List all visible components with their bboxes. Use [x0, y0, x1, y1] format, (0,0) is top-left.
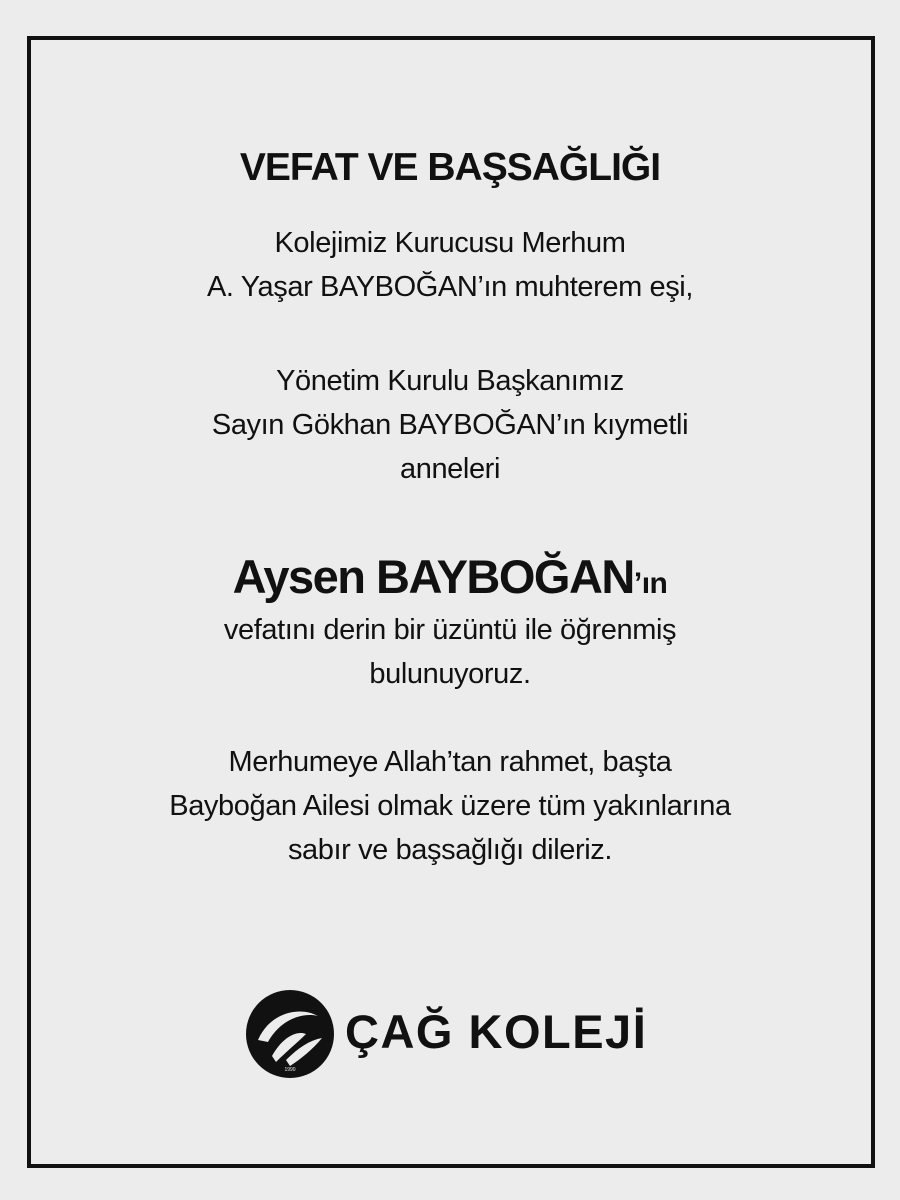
emblem-year: 1990 [284, 1067, 296, 1073]
news-line: vefatını derin bir üzüntü ile öğrenmiş [223, 614, 677, 646]
deceased-name: Aysen BAYBOĞAN [232, 550, 634, 603]
condolence-line: Bayboğan Ailesi olmak üzere tüm yakınlarına [169, 790, 731, 822]
notice-title: VEFAT VE BAŞSAĞLIĞI [239, 146, 661, 189]
condolence-line: sabır ve başsağlığı dileriz. [287, 834, 613, 866]
relation-line: Sayın Gökhan BAYBOĞAN’ın kıymetli [211, 409, 689, 441]
deceased-name-suffix: ’ın [633, 567, 668, 600]
intro-line: Kolejimiz Kurucusu Merhum [274, 227, 626, 259]
deceased-name-line [0, 545, 900, 616]
school-logo [246, 990, 666, 1082]
school-name: ÇAĞ KOLEJİ [345, 1005, 648, 1058]
relation-line: Yönetim Kurulu Başkanımız [276, 365, 624, 397]
news-line: bulunuyoruz. [369, 658, 531, 690]
condolence-line: Merhumeye Allah’tan rahmet, başta [228, 746, 672, 778]
school-emblem-icon [246, 990, 334, 1078]
intro-line: A. Yaşar BAYBOĞAN’ın muhterem eşi, [206, 271, 694, 303]
relation-line: anneleri [400, 453, 500, 485]
